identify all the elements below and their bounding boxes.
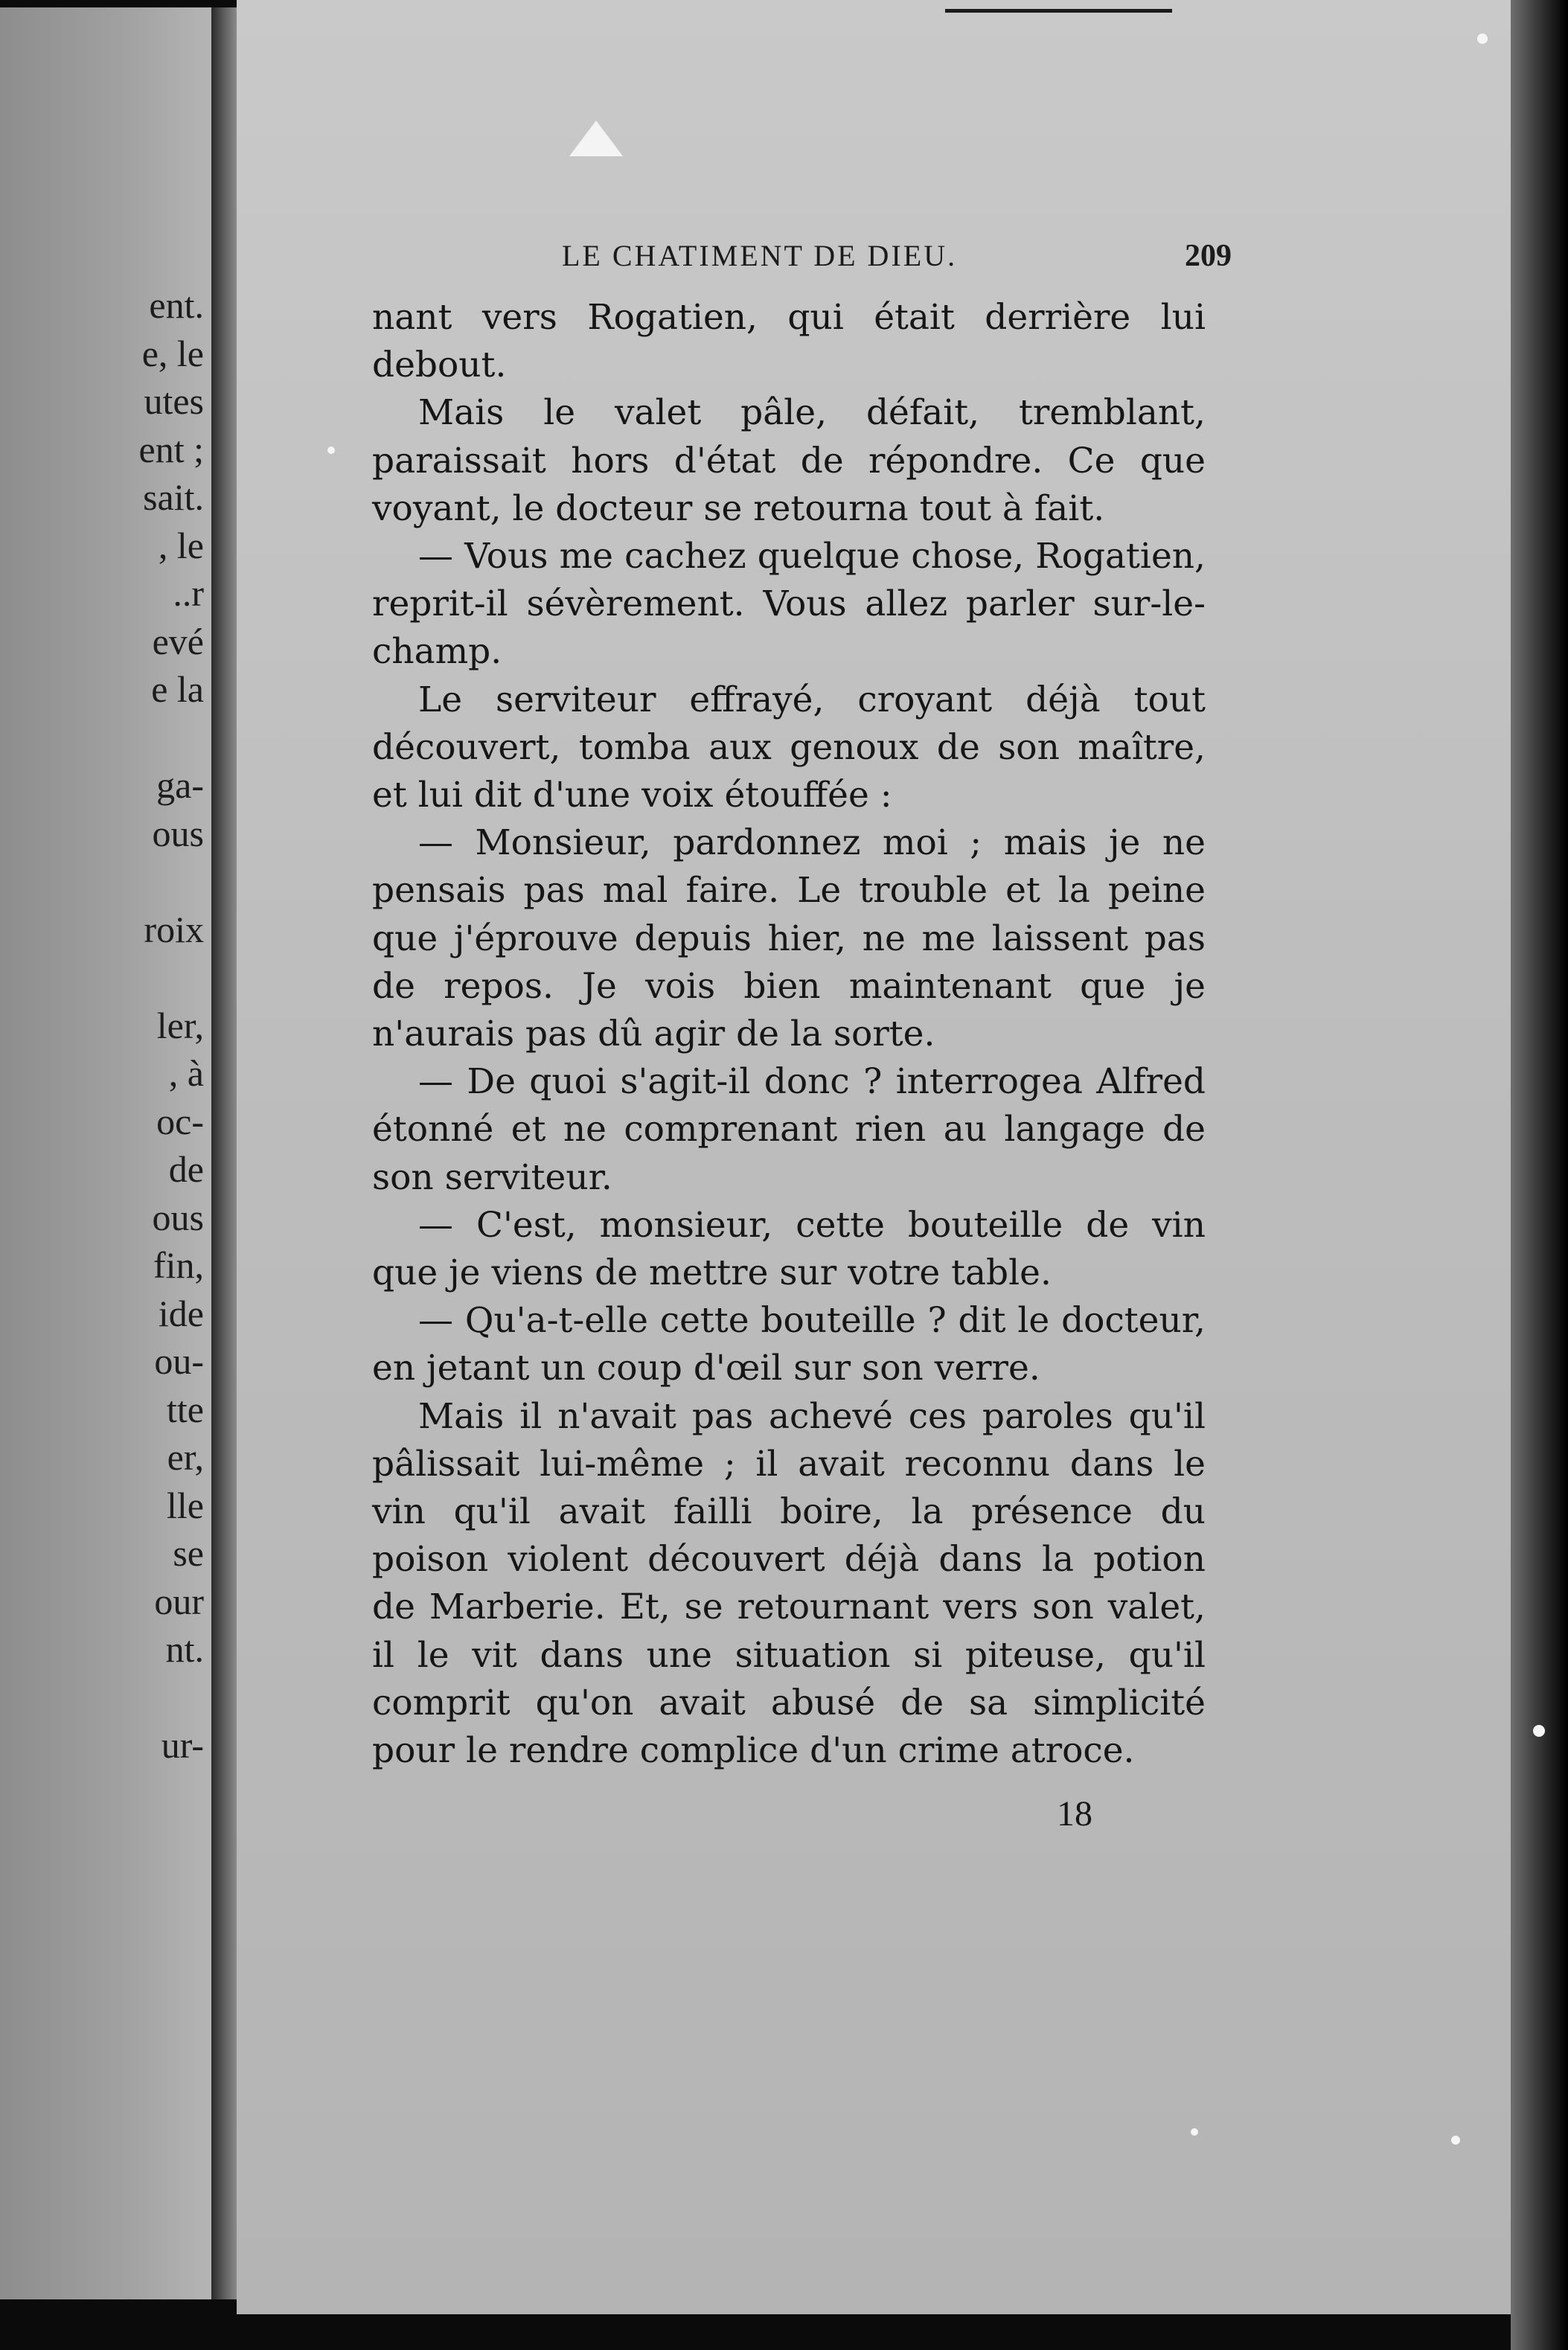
paragraph: — Qu'a-t-elle cette bouteille ? dit le docteur, en jetant un coup d'œil sur son verre. <box>372 1300 1206 1389</box>
page-edge-shadow <box>1511 0 1568 2350</box>
left-page <box>0 7 216 2299</box>
left-page-line-fragment: e la <box>151 668 204 710</box>
paragraph: — Vous me cachez quelque chose, Rogatien, reprit-il sévèrement. Vous allez parler sur-le-champ. <box>372 536 1206 673</box>
paragraph: Mais il n'avait pas achevé ces paroles qu'il pâlissait lui-même ; il avait reconnu dans le vin qu'il avait failli boire, la présence du poison violent découvert déjà dans la potion de Marberie. Et, se retournant vers son valet, il le vit dans une situation si piteuse, qu'il comprit qu'on avait abusé de sa simplicité pour le rendre complice d'un crime atroce. <box>372 1395 1206 1772</box>
dust-speck <box>1477 33 1488 44</box>
left-page-line-fragment: ou- <box>154 1340 204 1382</box>
paragraph: — De quoi s'agit-il donc ? interrogea Alfred étonné et ne comprenant rien au langage de son serviteur. <box>372 1061 1206 1198</box>
left-page-line-fragment: ous <box>152 812 204 854</box>
left-page-line-fragment: fin, <box>153 1244 204 1286</box>
left-page-line-fragment: de <box>168 1148 204 1190</box>
running-head <box>562 238 1232 275</box>
left-page-line-fragment: lle <box>167 1484 204 1526</box>
left-page-line-fragment: se <box>173 1532 204 1574</box>
paragraph: Mais le valet pâle, défait, tremblant, paraissait hors d'état de répondre. Ce que voyant, le docteur se retourna tout à fait. <box>372 392 1206 529</box>
paragraph: Le serviteur effrayé, croyant déjà tout découvert, tomba aux genoux de son maître, et lui dit d'une voix étouffée : <box>372 679 1206 816</box>
left-page-line-fragment: utes <box>144 380 204 422</box>
left-page-line-fragment: er, <box>167 1436 204 1478</box>
left-page-line-fragment: roix <box>144 908 204 950</box>
left-page-line-fragment: evé <box>152 620 204 662</box>
page-number: 209 <box>1185 239 1232 273</box>
paragraph: — Monsieur, pardonnez moi ; mais je ne pensais pas mal faire. Le trouble et la peine que j'éprouve depuis hier, ne me laissent pas de repos. Je vois bien maintenant que je n'aurais pas dû agir de la sorte. <box>372 822 1206 1055</box>
left-page-line-fragment: tte <box>167 1388 204 1430</box>
left-page-line-fragment: ler, <box>156 1004 204 1046</box>
scan-artifact-mark <box>569 121 623 156</box>
left-page-line-fragment: oc- <box>156 1100 204 1142</box>
left-page-line-fragment: ur- <box>161 1724 204 1766</box>
top-rule <box>945 9 1172 13</box>
dust-speck <box>1533 1725 1545 1737</box>
left-page-line-fragment: , à <box>168 1052 204 1094</box>
left-page-line-fragment: ent. <box>149 284 204 326</box>
dust-speck <box>1451 2136 1460 2145</box>
left-page-line-fragment: ous <box>152 1196 204 1238</box>
left-page-line-fragment: ga- <box>156 764 204 806</box>
body-text <box>372 294 1206 1775</box>
paragraph: — C'est, monsieur, cette bouteille de vin que je viens de mettre sur votre table. <box>372 1204 1206 1294</box>
left-page-line-fragment: e, le <box>141 332 204 374</box>
left-page-line-fragment: nt. <box>165 1628 204 1670</box>
dust-speck <box>327 446 335 454</box>
dust-speck <box>1191 2128 1198 2136</box>
left-page-line-fragment: ide <box>158 1292 204 1334</box>
left-page-line-fragment: ..r <box>173 572 204 614</box>
running-title: LE CHATIMENT DE DIEU. <box>562 239 958 272</box>
left-page-line-fragment: , le <box>158 524 204 566</box>
left-page-line-fragment: sait. <box>143 476 204 518</box>
signature-mark: 18 <box>1057 1794 1092 1834</box>
left-page-line-fragment: ent ; <box>138 428 204 470</box>
left-page-line-fragment: our <box>154 1580 204 1622</box>
paragraph: nant vers Rogatien, qui était derrière lui debout. <box>372 297 1206 386</box>
